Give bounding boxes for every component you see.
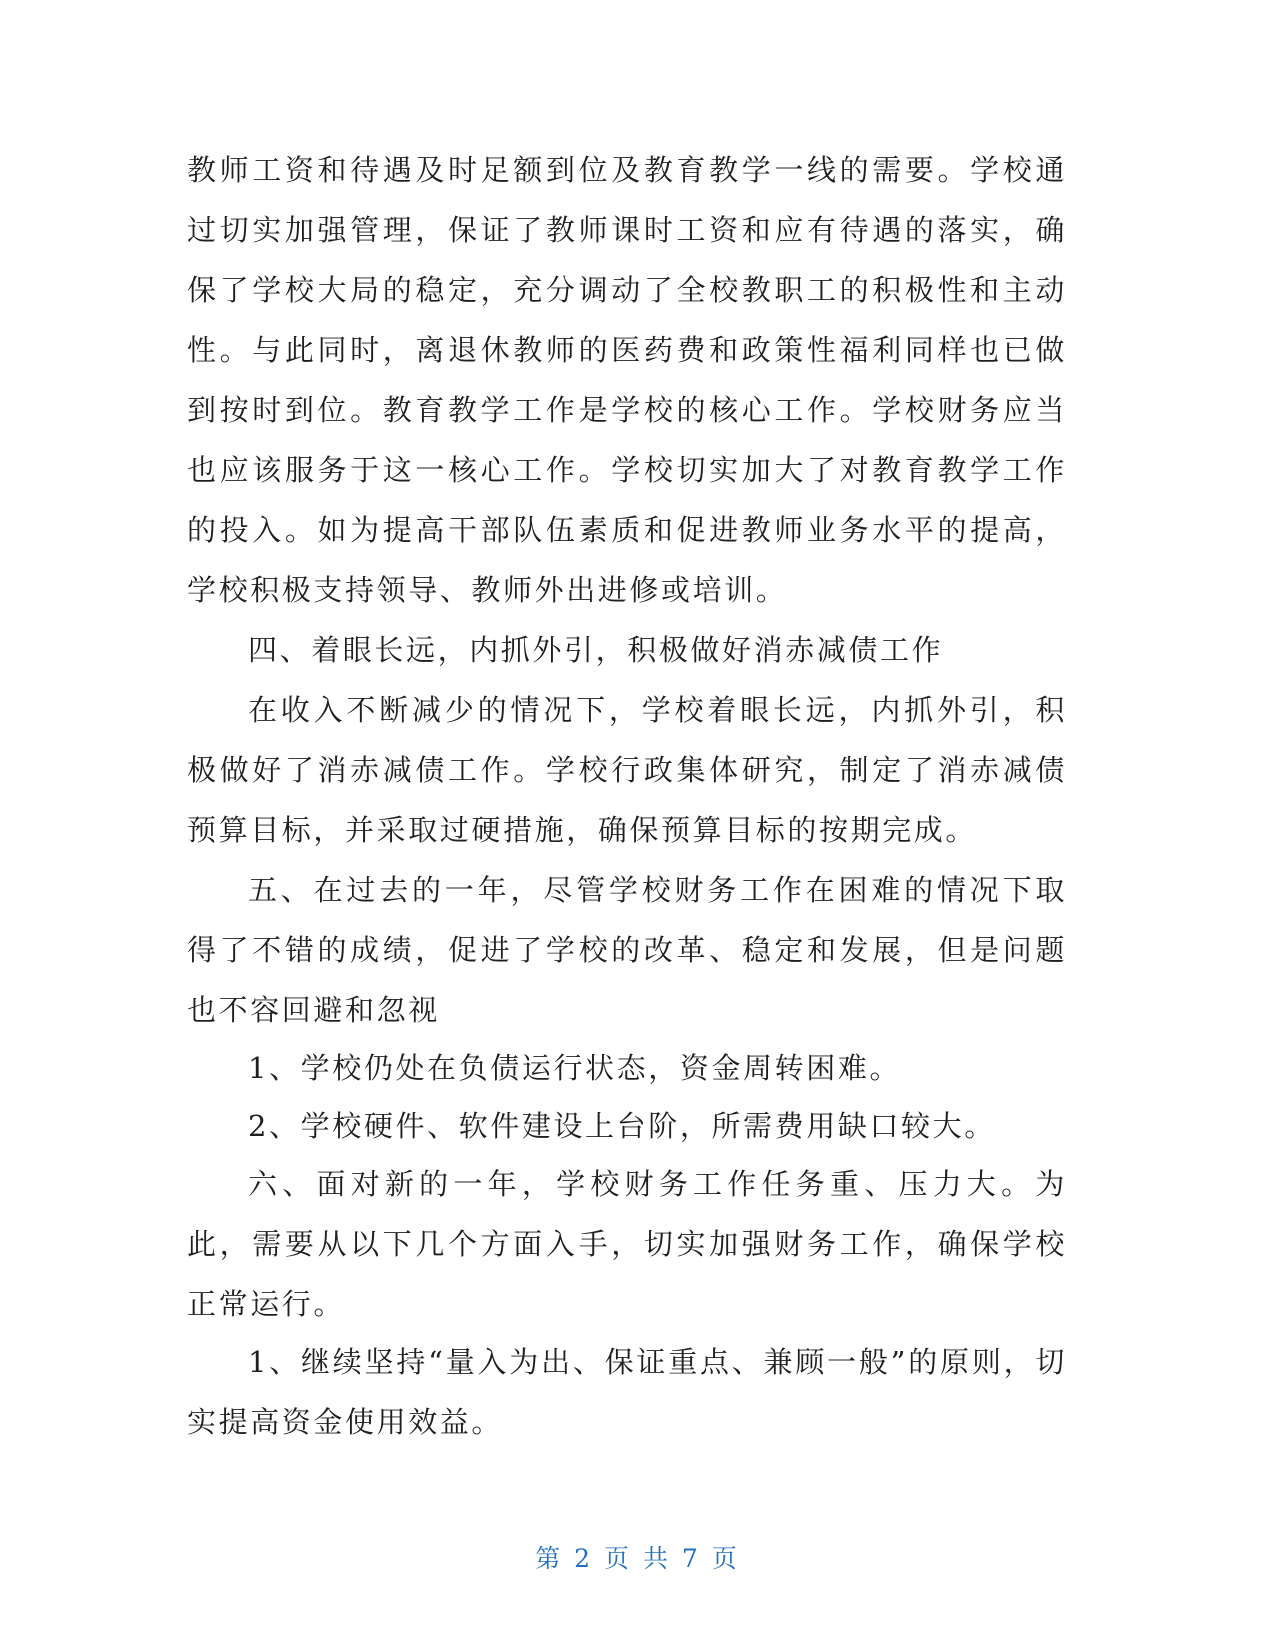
paragraph-debt-reduction: 在收入不断减少的情况下，学校着眼长远，内抓外引，积极做好了消赤减债工作。学校行政集体研究，制定了消赤减债预算目标，并采取过硬措施，确保预算目标的按期完成。 — [187, 693, 1067, 847]
list-item-funding-gap: 2、学校硬件、软件建设上台阶，所需费用缺口较大。 — [248, 1109, 996, 1143]
document-body — [187, 140, 1067, 1452]
heading-section-four: 四、着眼长远，内抓外引，积极做好消赤减债工作 — [248, 633, 944, 667]
heading-section-six: 六、面对新的一年，学校财务工作任务重、压力大。为此，需要从以下几个方面入手，切实加强财务工作，确保学校正常运行。 — [187, 1167, 1067, 1321]
page-number-footer: 第 2 页 共 7 页 — [535, 1544, 740, 1573]
heading-section-five: 五、在过去的一年，尽管学校财务工作在困难的情况下取得了不错的成绩，促进了学校的改革、稳定和发展，但是问题也不容回避和忽视 — [187, 873, 1067, 1027]
list-item-spending-principle: 1、继续坚持“量入为出、保证重点、兼顾一般”的原则，切实提高资金使用效益。 — [187, 1345, 1067, 1439]
list-item-debt-operation: 1、学校仍处在负债运行状态，资金周转困难。 — [248, 1051, 902, 1085]
paragraph-teacher-salary: 教师工资和待遇及时足额到位及教育教学一线的需要。学校通过切实加强管理，保证了教师课时工资和应有待遇的落实，确保了学校大局的稳定，充分调动了全校教职工的积极性和主动性。与此同时，离退休教师的医药费和政策性福利同样也已做到按时到位。教育教学工作是学校的核心工作。学校财务应当也应该服务于这一核心工作。学校切实加大了对教育教学工作的投入。如为提高干部队伍素质和促进教师业务水平的提高，学校积极支持领导、教师外出进修或培训。 — [187, 153, 1067, 607]
